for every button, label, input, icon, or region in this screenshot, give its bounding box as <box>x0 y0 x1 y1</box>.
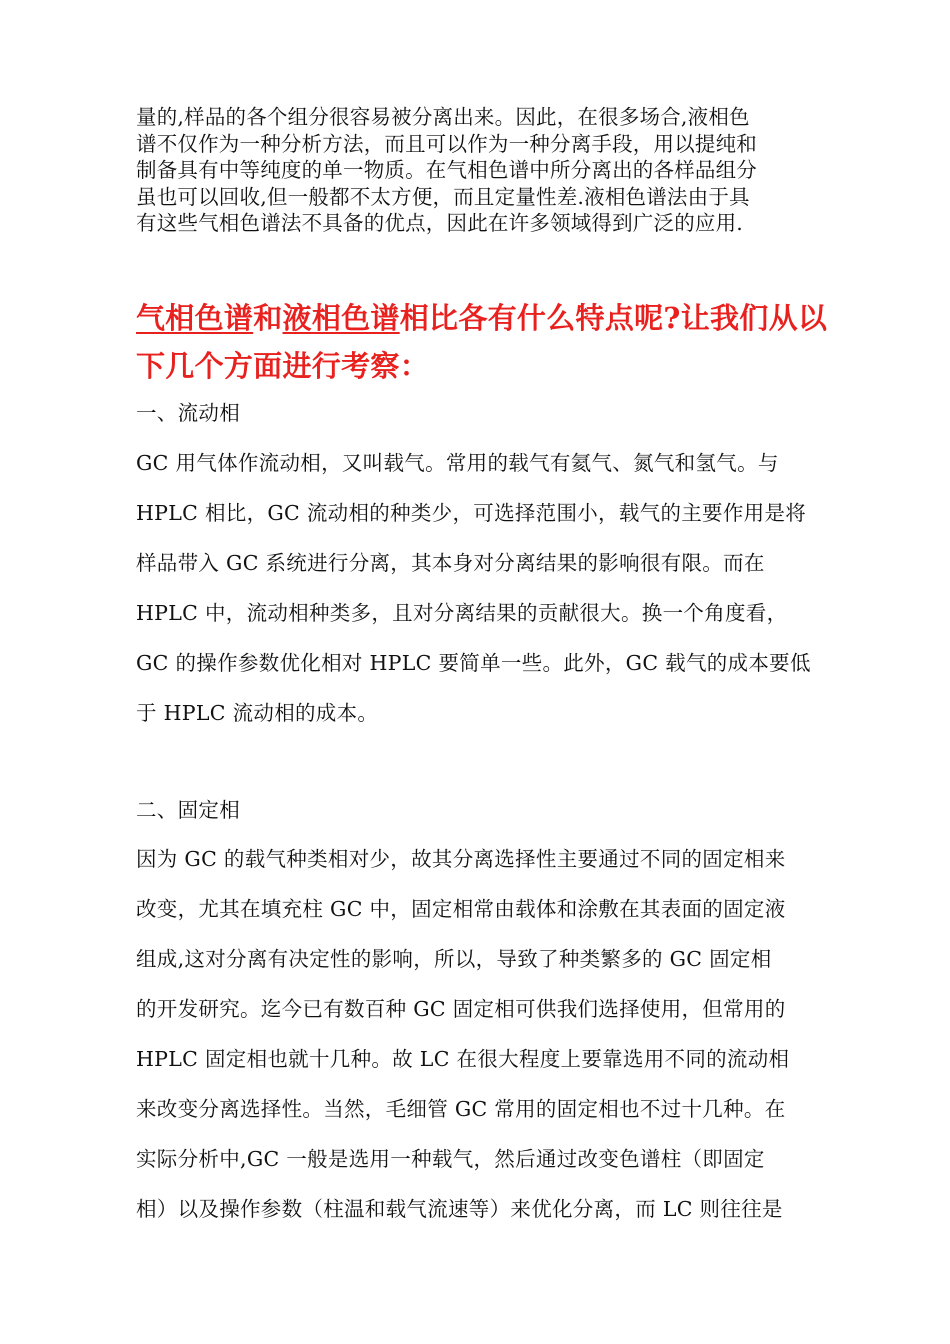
body-line: 样品带入 GC 系统进行分离，其本身对分离结果的影响很有限。而在 <box>136 551 765 575</box>
gas-chromatography-link[interactable]: 气相色谱 <box>136 301 254 335</box>
body-line: 实际分析中,GC 一般是选用一种载气，然后通过改变色谱柱（即固定 <box>136 1147 765 1171</box>
heading-line-2: 下几个方面进行考察： <box>136 349 430 383</box>
intro-line: 谱不仅作为一种分析方法，而且可以作为一种分离手段，用以提纯和 <box>136 131 757 156</box>
body-line: GC 的操作参数优化相对 HPLC 要简单一些。此外，GC 载气的成本要低 <box>136 651 811 675</box>
intro-paragraph <box>136 104 826 237</box>
mobile-phase-title: 一、流动相 <box>136 401 240 425</box>
body-line: 组成,这对分离有决定性的影响，所以，导致了种类繁多的 GC 固定相 <box>136 947 772 971</box>
body-line: HPLC 相比，GC 流动相的种类少，可选择范围小，载气的主要作用是将 <box>136 501 807 525</box>
body-line: 改变，尤其在填充柱 GC 中，固定相常由载体和涂敷在其表面的固定液 <box>136 897 786 921</box>
section-heading <box>136 294 836 390</box>
body-line: 相）以及操作参数（柱温和载气流速等）来优化分离，而 LC 则往往是 <box>136 1197 783 1221</box>
intro-line: 虽也可以回收,但一般都不太方便，而且定量性差.液相色谱法由于具 <box>136 184 750 209</box>
heading-joiner: 和 <box>253 301 283 335</box>
heading-line-1 <box>136 294 836 342</box>
liquid-chromatography-link[interactable]: 液相色谱 <box>282 301 400 335</box>
heading-rest: 相比各有什么特点呢?让我们从以 <box>399 301 828 335</box>
body-line: HPLC 中，流动相种类多，且对分离结果的贡献很大。换一个角度看， <box>136 601 788 625</box>
stationary-phase-paragraph <box>136 834 836 1234</box>
intro-line: 有这些气相色谱法不具备的优点，因此在许多领域得到广泛的应用. <box>136 211 744 235</box>
body-line: 的开发研究。迄今已有数百种 GC 固定相可供我们选择使用，但常用的 <box>136 997 786 1021</box>
mobile-phase-paragraph <box>136 438 836 738</box>
body-line: GC 用气体作流动相，又叫载气。常用的载气有氦气、氮气和氢气。与 <box>136 451 779 475</box>
stationary-phase-title: 二、固定相 <box>136 798 240 822</box>
body-line: 于 HPLC 流动相的成本。 <box>136 701 379 725</box>
body-line: 来改变分离选择性。当然，毛细管 GC 常用的固定相也不过十几种。在 <box>136 1097 786 1121</box>
intro-line: 量的,样品的各个组分很容易被分离出来。因此，在很多场合,液相色 <box>136 105 750 129</box>
body-line: 因为 GC 的载气种类相对少，故其分离选择性主要通过不同的固定相来 <box>136 847 786 871</box>
intro-line: 制备具有中等纯度的单一物质。在气相色谱中所分离出的各样品组分 <box>136 158 757 182</box>
body-line: HPLC 固定相也就十几种。故 LC 在很大程度上要靠选用不同的流动相 <box>136 1047 790 1071</box>
